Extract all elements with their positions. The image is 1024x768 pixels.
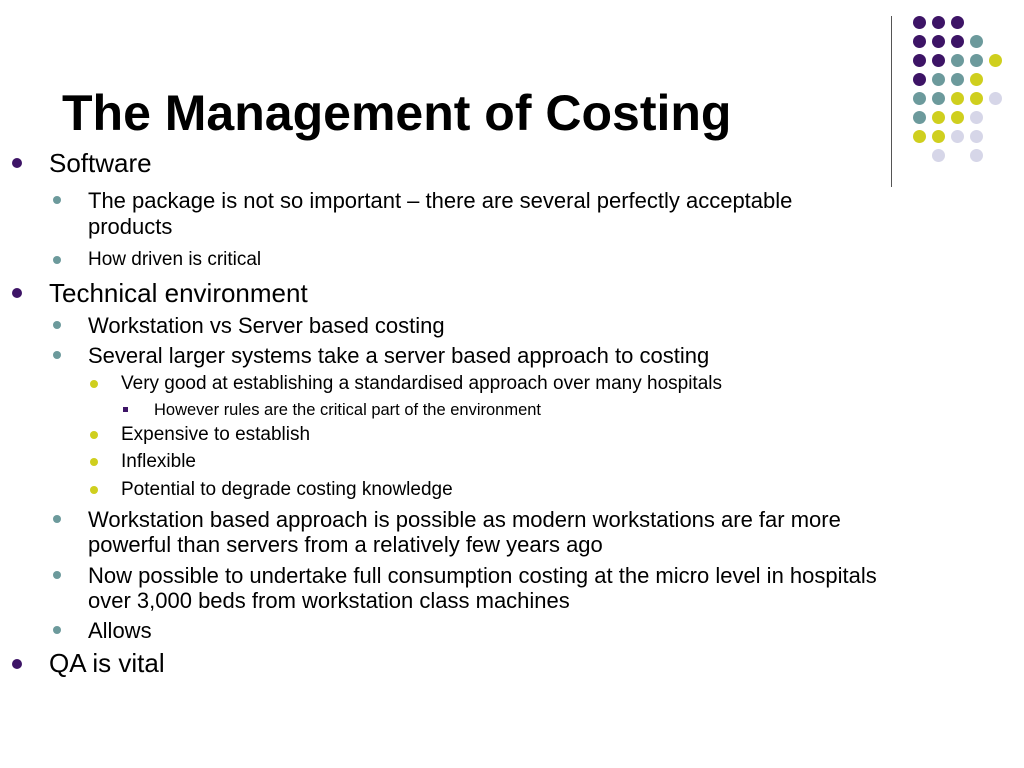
- bullet-marker: [12, 158, 22, 168]
- bullet-marker: [90, 380, 98, 388]
- bullet-package: The package is not so important – there are several perfectly acceptable: [88, 188, 793, 213]
- bullet-qa: QA is vital: [49, 648, 165, 678]
- bullet-marker: [90, 486, 98, 494]
- bullet-marker: [12, 288, 22, 298]
- bullet-workstation-vs: Workstation vs Server based costing: [88, 313, 445, 338]
- bullet-marker: [53, 351, 61, 359]
- bullet-marker: [53, 321, 61, 329]
- bullet-expensive: Expensive to establish: [121, 424, 311, 445]
- bullet-marker: [90, 431, 98, 439]
- bullet-package-cont: products: [88, 214, 173, 239]
- bullet-inflexible: Inflexible: [121, 451, 196, 472]
- bullet-marker: [90, 458, 98, 466]
- bullet-workstation-approach-cont: powerful than servers from a relatively few years ago: [88, 532, 603, 557]
- bullet-workstation-approach: Workstation based approach is possible as modern workstations are far more: [88, 507, 841, 532]
- bullet-marker: [53, 626, 61, 634]
- bullet-marker: [53, 515, 61, 523]
- bullet-allows: Allows: [88, 618, 152, 643]
- bullet-marker: [12, 659, 22, 669]
- bullet-marker: [53, 571, 61, 579]
- bullet-now-possible: Now possible to undertake full consumption costing at the micro level in hospitals: [88, 563, 877, 588]
- bullet-potential: Potential to degrade costing knowledge: [121, 479, 453, 500]
- bullet-very-good: Very good at establishing a standardised approach over many hospitals: [121, 373, 722, 394]
- bullet-technical: Technical environment: [49, 278, 308, 308]
- bullet-software: Software: [49, 148, 152, 178]
- bullet-now-possible-cont: over 3,000 beds from workstation class machines: [88, 588, 570, 613]
- bullet-marker: [53, 256, 61, 264]
- bullet-however-rules: However rules are the critical part of the environment: [154, 401, 542, 419]
- bullet-marker: [53, 196, 61, 204]
- bullet-marker: [123, 407, 128, 412]
- bullet-several-larger: Several larger systems take a server based approach to costing: [88, 343, 710, 368]
- slide-title: The Management of Costing: [62, 85, 732, 141]
- bullet-how-driven: How driven is critical: [88, 249, 262, 270]
